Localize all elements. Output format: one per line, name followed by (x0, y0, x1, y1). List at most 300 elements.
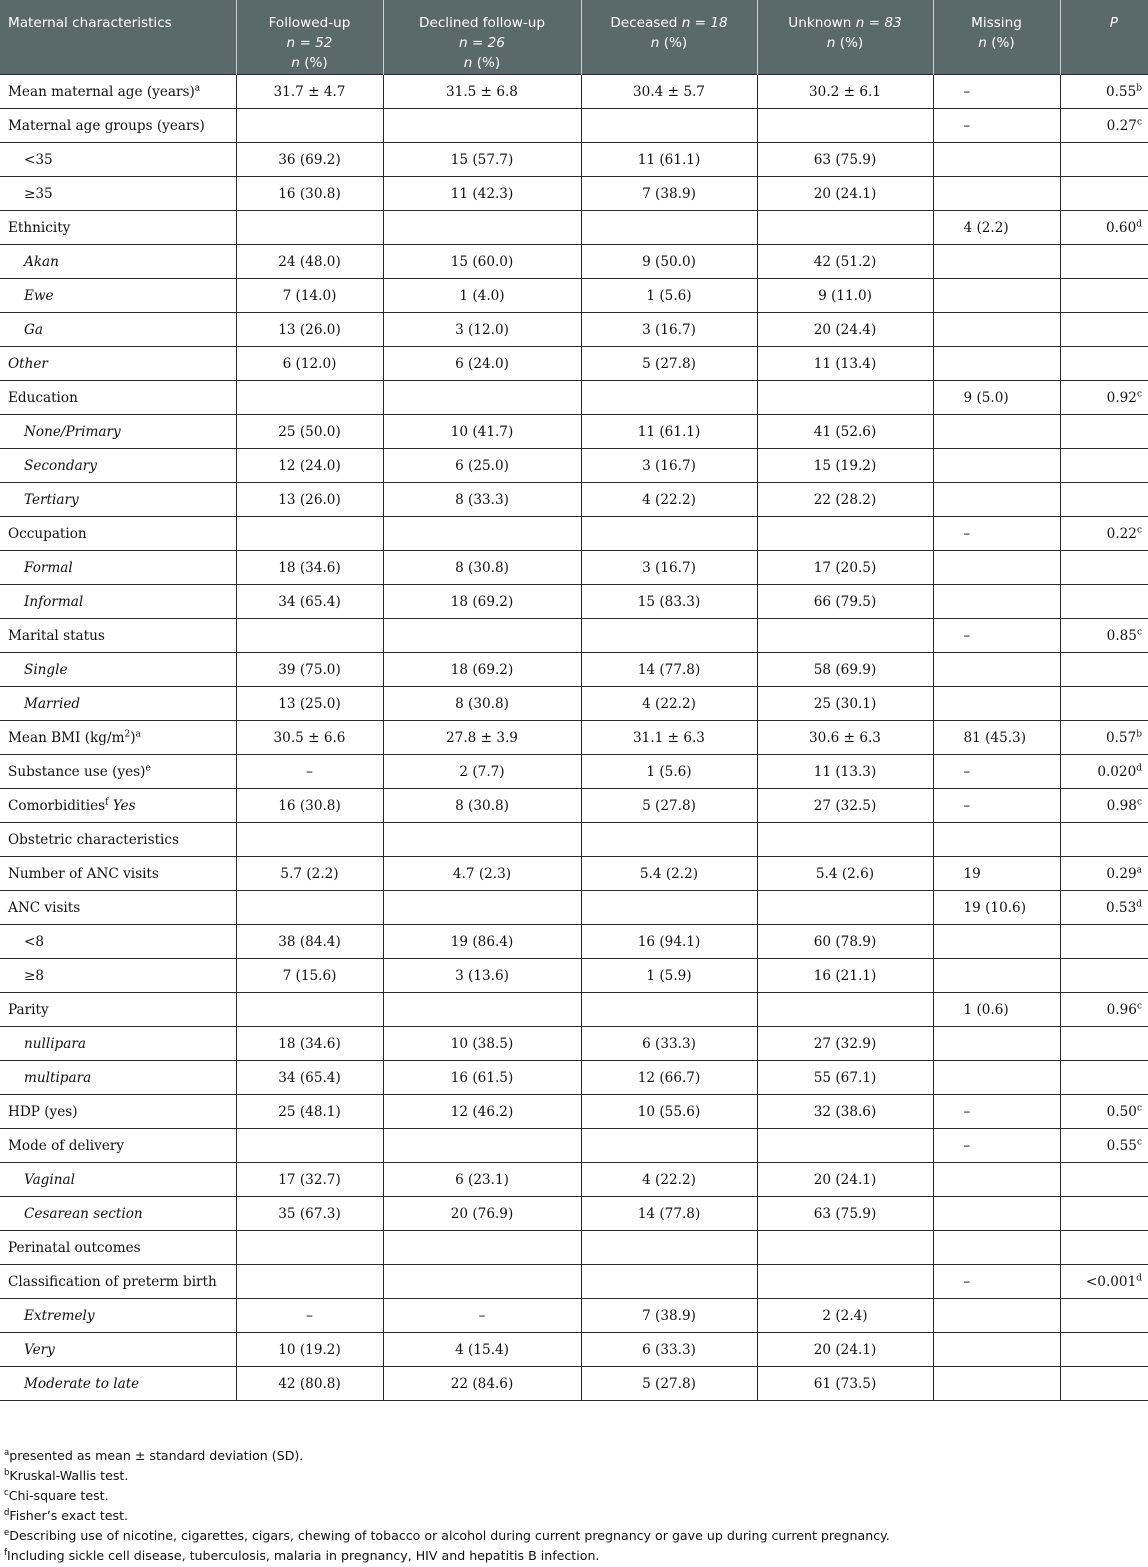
cell-followed-up: 42 (80.8) (236, 1367, 383, 1401)
cell-followed-up: 38 (84.4) (236, 925, 383, 959)
footnote-marker: c (1136, 796, 1142, 807)
footnote-marker: 2 (124, 728, 131, 739)
row-label (0, 585, 236, 619)
cell-unknown: 5.4 (2.6) (757, 857, 933, 891)
row-label-text: None/Primary (24, 423, 121, 440)
cell-declined: 11 (42.3) (383, 177, 581, 211)
cell-declined (383, 823, 581, 857)
header-line (934, 33, 1060, 53)
cell-declined: 6 (25.0) (383, 449, 581, 483)
subgroup-row (0, 449, 1148, 483)
cell-p-value (1060, 993, 1148, 1027)
table-row (0, 993, 1148, 1027)
p-value-text: 0.57 (1105, 729, 1137, 746)
cell-p-value (1060, 483, 1148, 517)
cell-declined (383, 1231, 581, 1265)
cell-deceased: 3 (16.7) (581, 313, 757, 347)
cell-followed-up: 24 (48.0) (236, 245, 383, 279)
subgroup-row (0, 585, 1148, 619)
cell-unknown: 20 (24.1) (757, 1333, 933, 1367)
cell-unknown: 27 (32.9) (757, 1027, 933, 1061)
cell-deceased (581, 211, 757, 245)
cell-deceased: 14 (77.8) (581, 653, 757, 687)
row-label (0, 347, 236, 381)
col-p-value (1060, 0, 1148, 75)
p-value-text: 0.92 (1106, 389, 1137, 406)
cell-followed-up: 6 (12.0) (236, 347, 383, 381)
cell-missing: 81 (45.3) (933, 721, 1060, 755)
row-label (0, 109, 236, 143)
cell-unknown: 63 (75.9) (757, 143, 933, 177)
header-line (237, 53, 383, 73)
subgroup-row (0, 1299, 1148, 1333)
cell-unknown: 11 (13.3) (757, 755, 933, 789)
cell-deceased (581, 993, 757, 1027)
cell-missing (933, 925, 1060, 959)
cell-missing (933, 143, 1060, 177)
cell-p-value (1060, 1027, 1148, 1061)
footnote-e (4, 1526, 1144, 1546)
cell-unknown (757, 1265, 933, 1299)
header-line (758, 33, 933, 53)
row-label (0, 1061, 236, 1095)
header-text: n = 52 (286, 35, 333, 51)
cell-p-value (1060, 1367, 1148, 1401)
cell-missing (933, 687, 1060, 721)
row-label (0, 177, 236, 211)
cell-p-value (1060, 1265, 1148, 1299)
cell-unknown: 20 (24.4) (757, 313, 933, 347)
row-label-text: Obstetric characteristics (8, 831, 179, 848)
cell-deceased: 31.1 ± 6.3 (581, 721, 757, 755)
header-line (582, 13, 757, 33)
row-label-text: Ethnicity (8, 219, 71, 236)
cell-unknown (757, 1231, 933, 1265)
table-row (0, 891, 1148, 925)
cell-deceased: 6 (33.3) (581, 1027, 757, 1061)
header-line (1061, 13, 1119, 33)
header-unit: (%) (986, 35, 1015, 51)
row-label (0, 789, 236, 823)
cell-p-value (1060, 449, 1148, 483)
cell-followed-up: 10 (19.2) (236, 1333, 383, 1367)
p-value-text: 0.98 (1106, 797, 1137, 814)
cell-p-value (1060, 177, 1148, 211)
col-unknown (757, 0, 933, 75)
header-text: Declined follow-up (418, 15, 546, 31)
cell-p-value (1060, 891, 1148, 925)
cell-unknown (757, 109, 933, 143)
cell-declined: 22 (84.6) (383, 1367, 581, 1401)
cell-declined: 8 (30.8) (383, 789, 581, 823)
cell-p-value (1060, 1231, 1148, 1265)
subgroup-row (0, 245, 1148, 279)
footnotes (4, 1446, 1144, 1567)
cell-missing (933, 823, 1060, 857)
cell-deceased: 3 (16.7) (581, 449, 757, 483)
cell-declined: 4.7 (2.3) (383, 857, 581, 891)
header-line (384, 33, 581, 53)
header-text: Unknown (788, 15, 856, 31)
cell-deceased: 5 (27.8) (581, 347, 757, 381)
row-label-text: Parity (8, 1001, 49, 1018)
cell-followed-up: 25 (50.0) (236, 415, 383, 449)
subgroup-row (0, 1197, 1148, 1231)
row-label (0, 1197, 236, 1231)
header-line (8, 13, 236, 33)
table-row (0, 347, 1148, 381)
header-text: n (463, 55, 473, 71)
cell-p-value (1060, 1061, 1148, 1095)
subgroup-row (0, 959, 1148, 993)
row-label-text: Informal (24, 593, 84, 610)
p-value-text: 0.020 (1097, 763, 1137, 780)
cell-unknown: 66 (79.5) (757, 585, 933, 619)
cell-declined (383, 381, 581, 415)
subgroup-row (0, 279, 1148, 313)
cell-deceased: 14 (77.8) (581, 1197, 757, 1231)
row-label-text: <35 (24, 151, 53, 168)
row-label-text: Comorbidities (8, 797, 106, 814)
cell-missing (933, 1027, 1060, 1061)
row-label-text: Other (8, 355, 48, 372)
row-label-text: Very (24, 1341, 55, 1358)
cell-missing: – (933, 1129, 1060, 1163)
header-text: Maternal characteristics (8, 15, 172, 31)
cell-deceased: 4 (22.2) (581, 483, 757, 517)
row-label (0, 1265, 236, 1299)
cell-deceased: 15 (83.3) (581, 585, 757, 619)
cell-missing (933, 1299, 1060, 1333)
cell-declined: 6 (23.1) (383, 1163, 581, 1197)
row-label (0, 721, 236, 755)
footnote-marker: e (145, 762, 151, 773)
footnote-marker: d (1136, 218, 1142, 229)
cell-deceased: 16 (94.1) (581, 925, 757, 959)
cell-followed-up (236, 1265, 383, 1299)
subgroup-row (0, 143, 1148, 177)
header-unit: (%) (472, 55, 501, 71)
cell-p-value (1060, 823, 1148, 857)
cell-unknown: 20 (24.1) (757, 1163, 933, 1197)
row-label-text: Mean maternal age (years) (8, 83, 195, 100)
cell-unknown: 61 (73.5) (757, 1367, 933, 1401)
cell-unknown (757, 381, 933, 415)
cell-declined: 8 (33.3) (383, 483, 581, 517)
cell-followed-up (236, 619, 383, 653)
cell-followed-up (236, 891, 383, 925)
header-row (0, 0, 1148, 75)
row-label (0, 381, 236, 415)
cell-declined: 1 (4.0) (383, 279, 581, 313)
row-label-text: Perinatal outcomes (8, 1239, 141, 1256)
row-label (0, 245, 236, 279)
cell-followed-up: 36 (69.2) (236, 143, 383, 177)
row-label (0, 279, 236, 313)
subgroup-row (0, 415, 1148, 449)
row-label-text: Married (24, 695, 81, 712)
cell-followed-up (236, 1129, 383, 1163)
p-value-text: 0.60 (1105, 219, 1137, 236)
cell-followed-up: 34 (65.4) (236, 1061, 383, 1095)
cell-declined: 6 (24.0) (383, 347, 581, 381)
row-label (0, 1027, 236, 1061)
table-row (0, 1129, 1148, 1163)
cell-p-value (1060, 721, 1148, 755)
footnote-f (4, 1546, 1144, 1566)
row-label (0, 449, 236, 483)
cell-unknown: 17 (20.5) (757, 551, 933, 585)
row-label (0, 823, 236, 857)
cell-missing (933, 585, 1060, 619)
header-cell-content (0, 0, 236, 33)
cell-unknown (757, 619, 933, 653)
col-followed-up (236, 0, 383, 75)
footnote-text: Kruskal-Wallis test. (9, 1468, 129, 1484)
cell-unknown: 58 (69.9) (757, 653, 933, 687)
cell-unknown (757, 1129, 933, 1163)
row-label-text: Number of ANC visits (8, 865, 159, 882)
cell-unknown: 30.2 ± 6.1 (757, 75, 933, 109)
footnote-c (4, 1486, 1144, 1506)
cell-declined (383, 619, 581, 653)
cell-followed-up: 39 (75.0) (236, 653, 383, 687)
row-label (0, 619, 236, 653)
cell-p-value (1060, 551, 1148, 585)
footnote-b (4, 1466, 1144, 1486)
p-value-text: 0.22 (1106, 525, 1137, 542)
header-cell-content (384, 0, 581, 73)
cell-followed-up: – (236, 1299, 383, 1333)
cell-missing (933, 347, 1060, 381)
row-label-text: HDP (yes) (8, 1103, 78, 1120)
row-label (0, 1231, 236, 1265)
cell-p-value (1060, 211, 1148, 245)
cell-declined: 8 (30.8) (383, 551, 581, 585)
subgroup-row (0, 1163, 1148, 1197)
cell-p-value (1060, 619, 1148, 653)
cell-deceased: 5.4 (2.2) (581, 857, 757, 891)
header-n-count: n = 18 (681, 15, 728, 31)
col-missing (933, 0, 1060, 75)
row-label (0, 517, 236, 551)
header-text: Deceased (610, 15, 682, 31)
p-value-text: 0.96 (1106, 1001, 1137, 1018)
cell-p-value (1060, 1197, 1148, 1231)
cell-missing (933, 1061, 1060, 1095)
header-cell-content (582, 0, 757, 53)
row-label-text: Formal (24, 559, 73, 576)
row-label (0, 415, 236, 449)
cell-missing (933, 1333, 1060, 1367)
cell-followed-up: 13 (25.0) (236, 687, 383, 721)
cell-unknown: 41 (52.6) (757, 415, 933, 449)
cell-deceased (581, 381, 757, 415)
footnote-mark: d (4, 1508, 10, 1519)
row-label-text: Vaginal (24, 1171, 75, 1188)
cell-unknown: 42 (51.2) (757, 245, 933, 279)
cell-declined: 18 (69.2) (383, 653, 581, 687)
footnote-marker: d (1136, 1272, 1142, 1283)
cell-deceased: 6 (33.3) (581, 1333, 757, 1367)
row-label (0, 1333, 236, 1367)
cell-p-value (1060, 1333, 1148, 1367)
cell-p-value (1060, 1163, 1148, 1197)
cell-missing: – (933, 517, 1060, 551)
cell-followed-up: 25 (48.1) (236, 1095, 383, 1129)
cell-declined: 31.5 ± 6.8 (383, 75, 581, 109)
cell-missing: – (933, 755, 1060, 789)
cell-unknown: 16 (21.1) (757, 959, 933, 993)
cell-followed-up (236, 823, 383, 857)
header-unit: (%) (299, 55, 328, 71)
cell-p-value (1060, 1129, 1148, 1163)
cell-deceased: 7 (38.9) (581, 177, 757, 211)
table-body (0, 75, 1148, 1401)
cell-missing: 19 (933, 857, 1060, 891)
cell-p-value (1060, 925, 1148, 959)
cell-deceased: 30.4 ± 5.7 (581, 75, 757, 109)
row-label (0, 891, 236, 925)
footnote-text: Fisher’s exact test. (9, 1508, 129, 1524)
row-label (0, 75, 236, 109)
footnote-marker: f (105, 796, 109, 807)
cell-declined: 19 (86.4) (383, 925, 581, 959)
row-label (0, 1367, 236, 1401)
table-row (0, 75, 1148, 109)
cell-declined: 15 (60.0) (383, 245, 581, 279)
cell-unknown (757, 211, 933, 245)
cell-unknown: 25 (30.1) (757, 687, 933, 721)
row-label-text: Substance use (yes) (8, 763, 146, 780)
row-label (0, 483, 236, 517)
cell-declined (383, 109, 581, 143)
p-value-text: 0.53 (1105, 899, 1137, 916)
cell-followed-up: 17 (32.7) (236, 1163, 383, 1197)
footnote-marker: a (1136, 864, 1142, 875)
subgroup-row (0, 483, 1148, 517)
cell-deceased: 4 (22.2) (581, 1163, 757, 1197)
cell-deceased: 1 (5.6) (581, 755, 757, 789)
cell-p-value (1060, 755, 1148, 789)
cell-unknown (757, 993, 933, 1027)
cell-declined (383, 1265, 581, 1299)
subgroup-row (0, 1367, 1148, 1401)
cell-followed-up: 7 (14.0) (236, 279, 383, 313)
row-label-text: Marital status (8, 627, 105, 644)
row-label (0, 1095, 236, 1129)
cell-deceased (581, 619, 757, 653)
header-text: n = 26 (459, 35, 505, 51)
cell-followed-up: 31.7 ± 4.7 (236, 75, 383, 109)
row-label (0, 313, 236, 347)
cell-missing (933, 483, 1060, 517)
cell-unknown: 9 (11.0) (757, 279, 933, 313)
row-label (0, 1163, 236, 1197)
row-label-text: Mean BMI (kg/m (8, 729, 125, 746)
row-label-text: Cesarean section (24, 1205, 143, 1222)
cell-p-value (1060, 381, 1148, 415)
footnote-marker: b (1136, 82, 1142, 93)
table-row (0, 619, 1148, 653)
cell-followed-up: 30.5 ± 6.6 (236, 721, 383, 755)
row-label-text: ≥8 (24, 967, 45, 984)
footnote-marker: d (1136, 762, 1142, 773)
cell-missing: 9 (5.0) (933, 381, 1060, 415)
subgroup-row (0, 653, 1148, 687)
header-line (237, 33, 383, 53)
header-cell-content (934, 0, 1060, 53)
footnote-text: presented as mean ± standard deviation (SD). (9, 1448, 304, 1463)
cell-missing (933, 959, 1060, 993)
header-line (237, 13, 383, 33)
cell-p-value (1060, 109, 1148, 143)
header-text: n (650, 35, 660, 51)
row-label-text: multipara (24, 1069, 92, 1086)
cell-declined (383, 993, 581, 1027)
row-label-text: Ewe (24, 287, 54, 304)
header-cell-content (237, 0, 383, 73)
table-row (0, 517, 1148, 551)
table-header (0, 0, 1148, 75)
cell-followed-up (236, 381, 383, 415)
cell-missing (933, 313, 1060, 347)
cell-missing (933, 551, 1060, 585)
cell-followed-up: 16 (30.8) (236, 789, 383, 823)
cell-followed-up: 35 (67.3) (236, 1197, 383, 1231)
footnote-mark: a (4, 1447, 10, 1458)
cell-missing: 1 (0.6) (933, 993, 1060, 1027)
cell-followed-up: 5.7 (2.2) (236, 857, 383, 891)
header-text: Missing (971, 15, 1022, 31)
col-maternal-characteristics (0, 0, 236, 75)
footnote-a (4, 1446, 1144, 1466)
row-label-text: <8 (24, 933, 45, 950)
cell-missing (933, 1163, 1060, 1197)
cell-followed-up (236, 211, 383, 245)
table-row (0, 381, 1148, 415)
cell-declined: 15 (57.7) (383, 143, 581, 177)
cell-missing: 19 (10.6) (933, 891, 1060, 925)
row-label-text: Single (24, 661, 68, 678)
cell-unknown: 22 (28.2) (757, 483, 933, 517)
cell-declined: 8 (30.8) (383, 687, 581, 721)
row-label (0, 653, 236, 687)
cell-declined: 20 (76.9) (383, 1197, 581, 1231)
cell-missing: – (933, 1095, 1060, 1129)
cell-p-value (1060, 517, 1148, 551)
footnote-text: Including sickle cell disease, tuberculosis, malaria in pregnancy, HIV and hepatitis B infection. (7, 1548, 600, 1564)
footnote-marker: b (1136, 728, 1142, 739)
cell-deceased (581, 109, 757, 143)
cell-p-value (1060, 585, 1148, 619)
header-n-count: n = 83 (855, 15, 902, 31)
subgroup-row (0, 1061, 1148, 1095)
p-value-text: <0.001 (1085, 1273, 1137, 1290)
cell-missing: – (933, 619, 1060, 653)
row-label-italic: Yes (108, 797, 136, 814)
cell-unknown: 27 (32.5) (757, 789, 933, 823)
cell-p-value (1060, 279, 1148, 313)
col-deceased (581, 0, 757, 75)
footnote-text: Chi-square test. (8, 1488, 109, 1504)
subgroup-row (0, 687, 1148, 721)
p-value-text: 0.29 (1106, 865, 1137, 882)
cell-p-value (1060, 687, 1148, 721)
row-label-text: Mode of delivery (8, 1137, 125, 1154)
cell-deceased: 11 (61.1) (581, 143, 757, 177)
cell-followed-up: 18 (34.6) (236, 1027, 383, 1061)
